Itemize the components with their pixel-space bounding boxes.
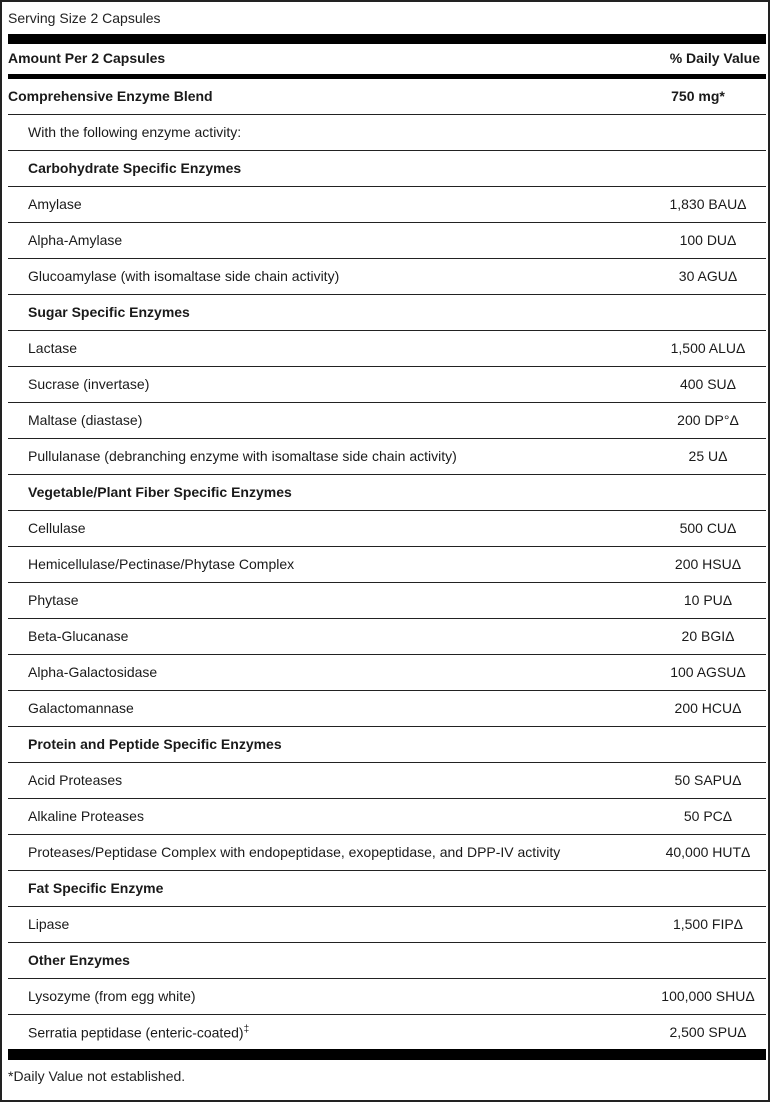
blend-value: 750 mg*: [671, 88, 725, 104]
ingredient-name: Glucoamylase (with isomaltase side chain activity): [28, 268, 340, 284]
table-row: [8, 583, 766, 619]
ingredient-value: 10 PUΔ: [683, 592, 733, 608]
table-row: [8, 331, 766, 367]
category-row: [8, 475, 766, 511]
ingredient-name: Beta-Glucanase: [28, 628, 129, 644]
table-row: [8, 259, 766, 295]
ingredient-name: Alpha-Galactosidase: [28, 664, 158, 680]
blend-name: Comprehensive Enzyme Blend: [8, 88, 213, 104]
table-row: [8, 187, 766, 223]
table-row: [8, 547, 766, 583]
amount-header: Amount Per 2 Capsules: [8, 50, 166, 66]
ingredient-value: 50 SAPUΔ: [674, 772, 742, 788]
ingredient-value: 100 DUΔ: [679, 232, 737, 248]
ingredient-name: Galactomannase: [28, 700, 134, 716]
category-label: Fat Specific Enzyme: [28, 880, 164, 896]
ingredient-value: 30 AGUΔ: [678, 268, 738, 284]
category-label: Sugar Specific Enzymes: [28, 304, 190, 320]
table-row: [8, 799, 766, 835]
ingredient-name: Proteases/Peptidase Complex with endopeptidase, exopeptidase, and DPP-IV activity: [28, 844, 561, 860]
ingredient-table: [8, 79, 766, 1051]
divider-bar: [8, 1049, 766, 1060]
category-label: Other Enzymes: [28, 952, 130, 968]
table-row: [8, 979, 766, 1015]
ingredient-name: Phytase: [28, 592, 79, 608]
table-row: [8, 511, 766, 547]
table-row: [8, 907, 766, 943]
ingredient-name: Hemicellulase/Pectinase/Phytase Complex: [28, 556, 295, 572]
category-label: Protein and Peptide Specific Enzymes: [28, 736, 282, 752]
divider-bar: [8, 34, 766, 44]
ingredient-value: 400 SUΔ: [679, 376, 737, 392]
ingredient-value: 200 DP°Δ: [677, 412, 739, 428]
category-row: [8, 151, 766, 187]
table-row: [8, 835, 766, 871]
ingredient-value: 1,500 ALUΔ: [670, 340, 746, 356]
table-row: [8, 367, 766, 403]
ingredient-value: 100,000 SHUΔ: [661, 988, 755, 1004]
category-label: Carbohydrate Specific Enzymes: [28, 160, 242, 176]
ingredient-value: 1,500 FIPΔ: [672, 916, 744, 932]
ingredient-value: 200 HSUΔ: [674, 556, 742, 572]
ingredient-name: Lactase: [28, 340, 78, 356]
category-row: [8, 943, 766, 979]
table-row: [8, 619, 766, 655]
ingredient-name: Cellulase: [28, 520, 86, 536]
ingredient-value: 1,830 BAUΔ: [669, 196, 747, 212]
ingredient-value: 100 AGSUΔ: [670, 664, 746, 680]
blend-row: [8, 79, 766, 115]
category-row: [8, 727, 766, 763]
footnote: *Daily Value not established.: [8, 1068, 186, 1084]
ingredient-name: Alkaline Proteases: [28, 808, 144, 824]
category-row: [8, 295, 766, 331]
ingredient-name: Sucrase (invertase): [28, 376, 150, 392]
intro-text: With the following enzyme activity:: [28, 124, 242, 140]
ingredient-value: 25 UΔ: [688, 448, 728, 464]
ingredient-value: 40,000 HUTΔ: [665, 844, 751, 860]
ingredient-name: Lipase: [28, 916, 70, 932]
table-row: [8, 439, 766, 475]
table-row: [8, 691, 766, 727]
table-row: [8, 223, 766, 259]
ingredient-name: Pullulanase (debranching enzyme with isomaltase side chain activity): [28, 448, 457, 464]
ingredient-name: Lysozyme (from egg white): [28, 988, 196, 1004]
category-row: [8, 871, 766, 907]
ingredient-value: 200 HCUΔ: [674, 700, 742, 716]
table-row: [8, 1015, 766, 1051]
table-row: [8, 403, 766, 439]
serving-size: Serving Size 2 Capsules: [8, 10, 161, 26]
ingredient-name: Alpha-Amylase: [28, 232, 123, 248]
table-row: [8, 655, 766, 691]
footnote-marker: ‡: [243, 1024, 250, 1035]
column-header: [8, 45, 766, 73]
ingredient-name: Acid Proteases: [28, 772, 123, 788]
ingredient-value: 500 CUΔ: [679, 520, 737, 536]
table-row: [8, 763, 766, 799]
ingredient-value: 20 BGIΔ: [681, 628, 735, 644]
ingredient-name: Amylase: [28, 196, 82, 212]
daily-value-header: % Daily Value: [669, 50, 760, 66]
ingredient-value: 50 PCΔ: [683, 808, 733, 824]
category-label: Vegetable/Plant Fiber Specific Enzymes: [28, 484, 292, 500]
intro-row: [8, 115, 766, 151]
ingredient-name: Maltase (diastase): [28, 412, 143, 428]
ingredient-name: Serratia peptidase (enteric-coated)‡: [28, 1024, 250, 1041]
ingredient-value: 2,500 SPUΔ: [669, 1024, 747, 1040]
